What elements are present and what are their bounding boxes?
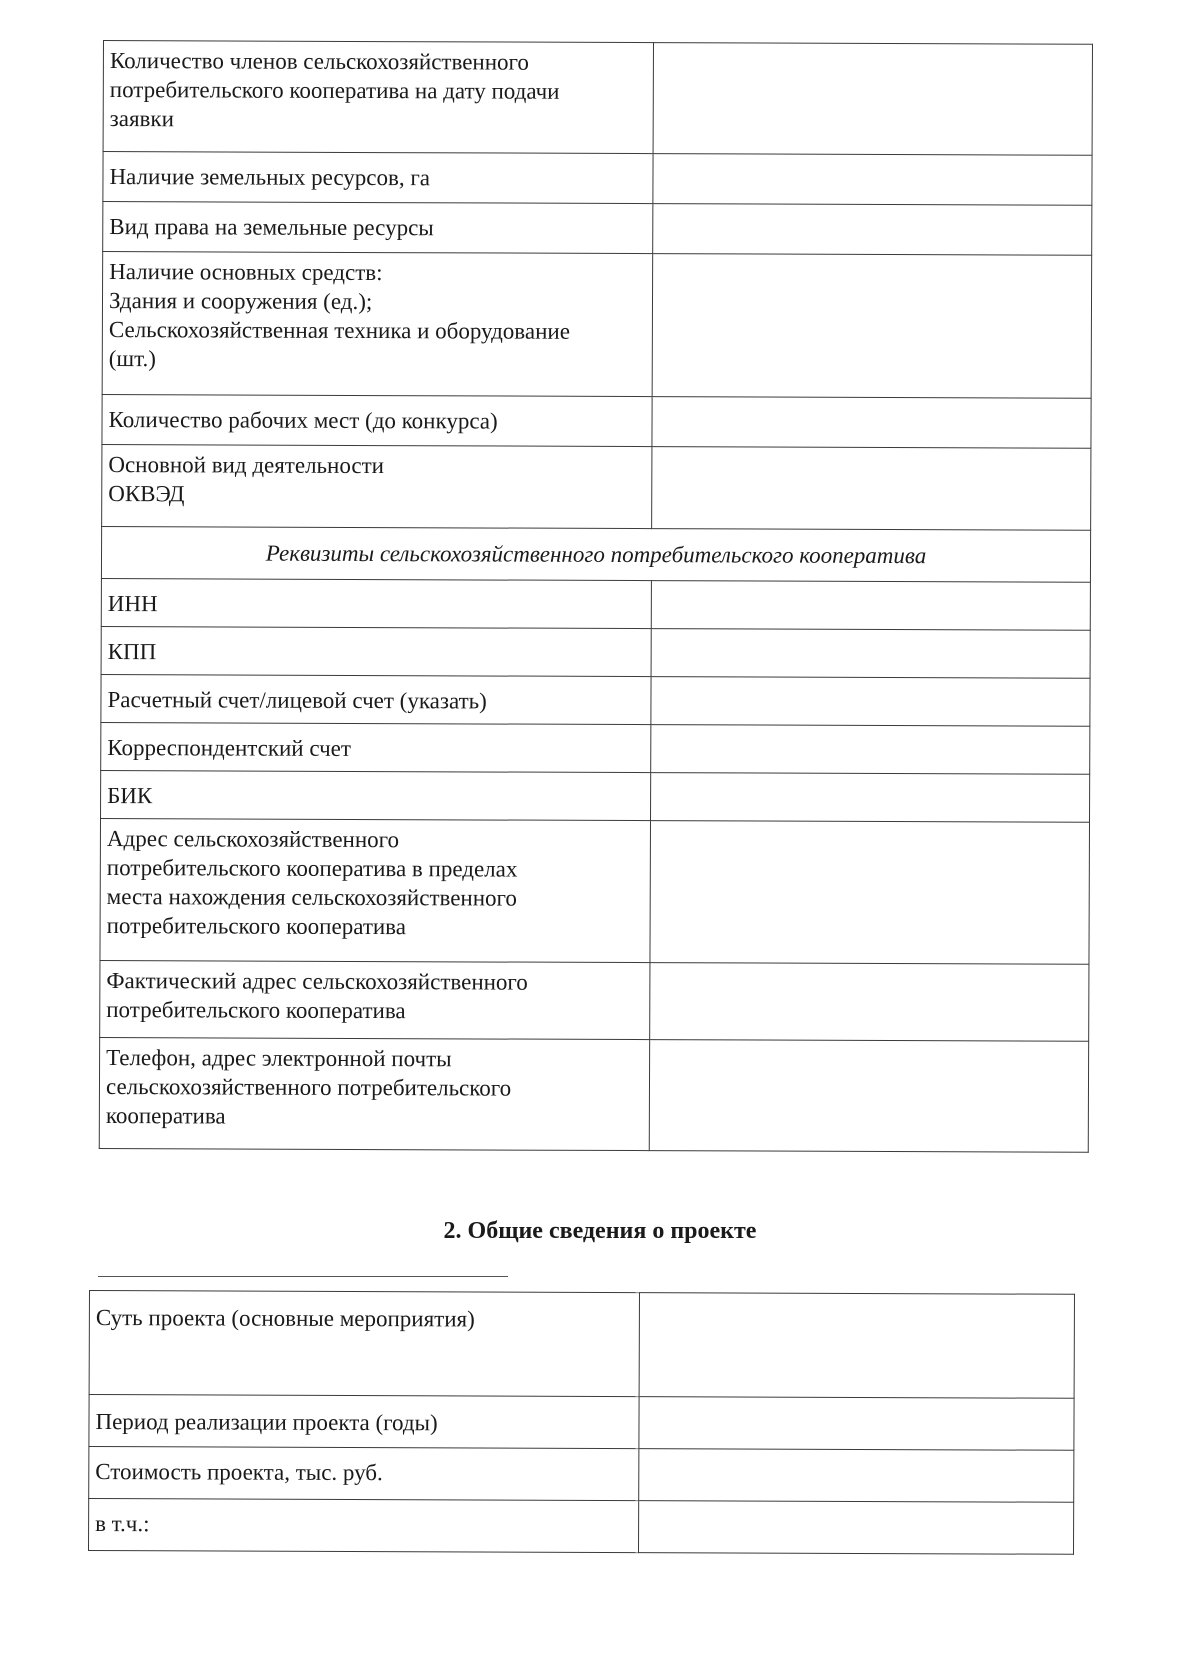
field-label-correspondent-account: Корреспондентский счет (101, 722, 651, 772)
table-row (101, 674, 1090, 726)
field-label-kpp: КПП (101, 626, 651, 676)
field-value-legal-address[interactable] (650, 821, 1090, 965)
table-row (100, 818, 1090, 964)
table-row (101, 722, 1090, 774)
field-label-members-count: Количество членов сельскохозяйственного потребительского кооператива на дату подачи заявки (103, 41, 653, 154)
field-label-actual-address: Фактический адрес сельскохозяйственного потребительского кооператива (100, 960, 650, 1039)
project-info-table (88, 1290, 1075, 1555)
section-title: 2. Общие сведения о проекте (443, 1218, 757, 1244)
field-label-project-period: Период реализации проекта (годы) (89, 1395, 639, 1449)
table-row (102, 444, 1091, 530)
table-row (103, 152, 1092, 206)
table-row (89, 1291, 1074, 1399)
field-value-inn[interactable] (651, 581, 1090, 631)
field-value-correspondent-account[interactable] (651, 725, 1090, 775)
field-value-kpp[interactable] (651, 629, 1090, 679)
field-value-project-period[interactable] (639, 1397, 1074, 1451)
field-label-main-activity: Основной вид деятельности ОКВЭД (102, 444, 652, 528)
field-label-land-resources: Наличие земельных ресурсов, га (103, 152, 653, 204)
field-label-legal-address: Адрес сельскохозяйственного потребительского кооператива в пределах места нахождения сельскохозяйственного потребительского кооператива (100, 818, 651, 962)
table-row (103, 202, 1092, 256)
table-row (89, 1447, 1074, 1503)
field-label-land-rights: Вид права на земельные ресурсы (103, 202, 653, 254)
field-value-main-activity[interactable] (652, 447, 1091, 531)
table-row (88, 1499, 1073, 1555)
field-label-contacts: Телефон, адрес электронной почты сельскохозяйственного потребительского кооператива (99, 1037, 649, 1150)
field-label-settlement-account: Расчетный счет/лицевой счет (указать) (101, 674, 651, 724)
field-value-land-rights[interactable] (653, 204, 1092, 256)
field-value-project-cost[interactable] (639, 1449, 1074, 1503)
table-row (102, 394, 1091, 448)
field-label-including: в т.ч.: (88, 1499, 638, 1553)
field-value-land-resources[interactable] (653, 154, 1092, 206)
field-label-bik: БИК (101, 770, 651, 820)
field-value-project-essence[interactable] (639, 1293, 1074, 1399)
divider (98, 1276, 508, 1277)
field-label-inn: ИНН (101, 578, 651, 628)
table-row (101, 526, 1090, 582)
table-row (103, 41, 1092, 156)
field-label-jobs-count: Количество рабочих мест (до конкурса) (102, 394, 652, 446)
field-label-project-cost: Стоимость проекта, тыс. руб. (89, 1447, 639, 1501)
table-row (100, 960, 1089, 1041)
field-value-including[interactable] (638, 1501, 1073, 1555)
field-value-jobs-count[interactable] (652, 397, 1091, 449)
table-row (99, 1037, 1088, 1152)
table-row (102, 252, 1092, 399)
table-row (101, 770, 1090, 822)
requisites-caption: Реквизиты сельскохозяйственного потребительского кооператива (101, 526, 1090, 582)
table-row (101, 578, 1090, 630)
field-value-actual-address[interactable] (650, 963, 1089, 1042)
field-value-contacts[interactable] (649, 1040, 1088, 1153)
cooperative-info-table (99, 40, 1093, 1153)
field-label-fixed-assets: Наличие основных средств: Здания и сооружения (ед.); Сельскохозяйственная техника и оборудование (шт.) (102, 252, 653, 397)
field-value-settlement-account[interactable] (651, 677, 1090, 727)
field-value-members-count[interactable] (653, 43, 1092, 156)
table-row (89, 1395, 1074, 1451)
field-value-bik[interactable] (651, 773, 1090, 823)
table-row (101, 626, 1090, 678)
field-value-fixed-assets[interactable] (652, 254, 1092, 399)
field-label-project-essence: Суть проекта (основные мероприятия) (89, 1291, 639, 1397)
